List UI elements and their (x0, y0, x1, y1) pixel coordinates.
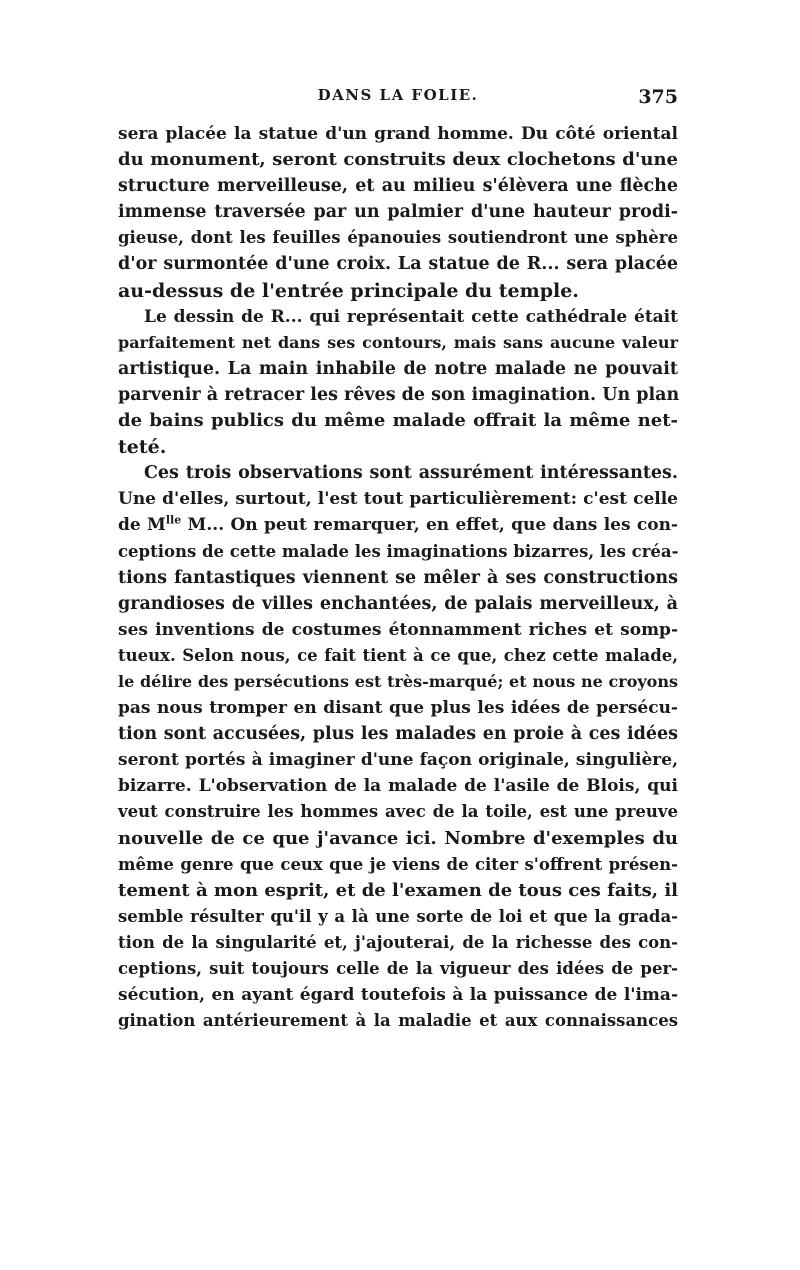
text-line: immense traversée par un palmier d'une hauteur prodi- (118, 202, 678, 223)
text-line: tion de la singularité et, j'ajouterai, de la richesse des con- (118, 932, 678, 952)
text-line: Ces trois observations sont assurément intéressantes. (144, 463, 678, 484)
text-line: tueux. Selon nous, ce fait tient à ce que, chez cette malade, (118, 645, 678, 665)
text-line: parfaitement net dans ses contours, mais sans aucune valeur (118, 332, 678, 352)
text-line: gieuse, dont les feuilles épanouies soutiendront une sphère (118, 228, 678, 248)
superscript-abbreviation: lle (165, 513, 182, 527)
text-line: bizarre. L'observation de la malade de l'asile de Blois, qui (118, 776, 678, 797)
text-line: ceptions, suit toujours celle de la vigueur des idées de per- (118, 959, 678, 978)
text-line: tion sont accusées, plus les malades en proie à ces idées (118, 724, 678, 745)
text-line: Une d'elles, surtout, l'est tout particulièrement: c'est celle (118, 489, 678, 510)
text-line: même genre que ceux que je viens de citer s'offrent présen- (118, 854, 678, 874)
text-line: tions fantastiques viennent se mêler à ses constructions (118, 567, 678, 588)
page-number: 375 (638, 86, 678, 108)
text-fragment: de M (118, 515, 166, 536)
text-line: Le dessin de R... qui représentait cette cathédrale était (144, 306, 678, 327)
text-line: semble résulter qu'il y a là une sorte de loi et que la grada- (118, 906, 678, 926)
text-line: parvenir à retracer les rêves de son imagination. Un plan (118, 384, 680, 405)
text-line: ceptions de cette malade les imaginations bizarres, les créa- (118, 541, 679, 561)
text-line: artistique. La main inhabile de notre malade ne pouvait (118, 358, 678, 379)
text-line: sécution, en ayant égard toutefois à la puissance de l'ima- (118, 985, 678, 1006)
text-line: structure merveilleuse, et au milieu s'élèvera une flèche (118, 176, 678, 197)
running-head: DANS LA FOLIE. (317, 86, 479, 104)
text-line: sera placée la statue d'un grand homme. Du côté oriental (118, 124, 678, 144)
text-line: nouvelle de ce que j'avance ici. Nombre d'exemples du (118, 827, 678, 849)
text-line (118, 512, 678, 538)
text-line: de bains publics du même malade offrait la même net- (118, 410, 678, 432)
text-line: au-dessus de l'entrée principale du temple. (118, 279, 579, 302)
text-line: veut construire les hommes avec de la toile, est une preuve (118, 802, 678, 822)
text-fragment: M... On peut remarquer, en effet, que dans les con- (181, 515, 678, 536)
text-line: gination antérieurement à la maladie et aux connaissances (118, 1011, 678, 1031)
text-line: pas nous tromper en disant que plus les idées de persécu- (118, 698, 678, 719)
text-line: le délire des persécutions est très-marqué; et nous ne croyons (118, 671, 678, 691)
text-line: ses inventions de costumes étonnamment riches et somp- (118, 619, 678, 640)
text-line: teté. (118, 436, 167, 459)
text-line: du monument, seront construits deux clochetons d'une (118, 149, 678, 171)
text-line: grandioses de villes enchantées, de palais merveilleux, à (118, 593, 678, 614)
body-text (118, 121, 678, 1034)
text-line: seront portés à imaginer d'une façon originale, singulière, (118, 750, 678, 771)
page-header (118, 86, 678, 116)
text-line: tement à mon esprit, et de l'examen de tous ces faits, il (118, 879, 678, 901)
text-line: d'or surmontée d'une croix. La statue de R... sera placée (118, 254, 678, 275)
